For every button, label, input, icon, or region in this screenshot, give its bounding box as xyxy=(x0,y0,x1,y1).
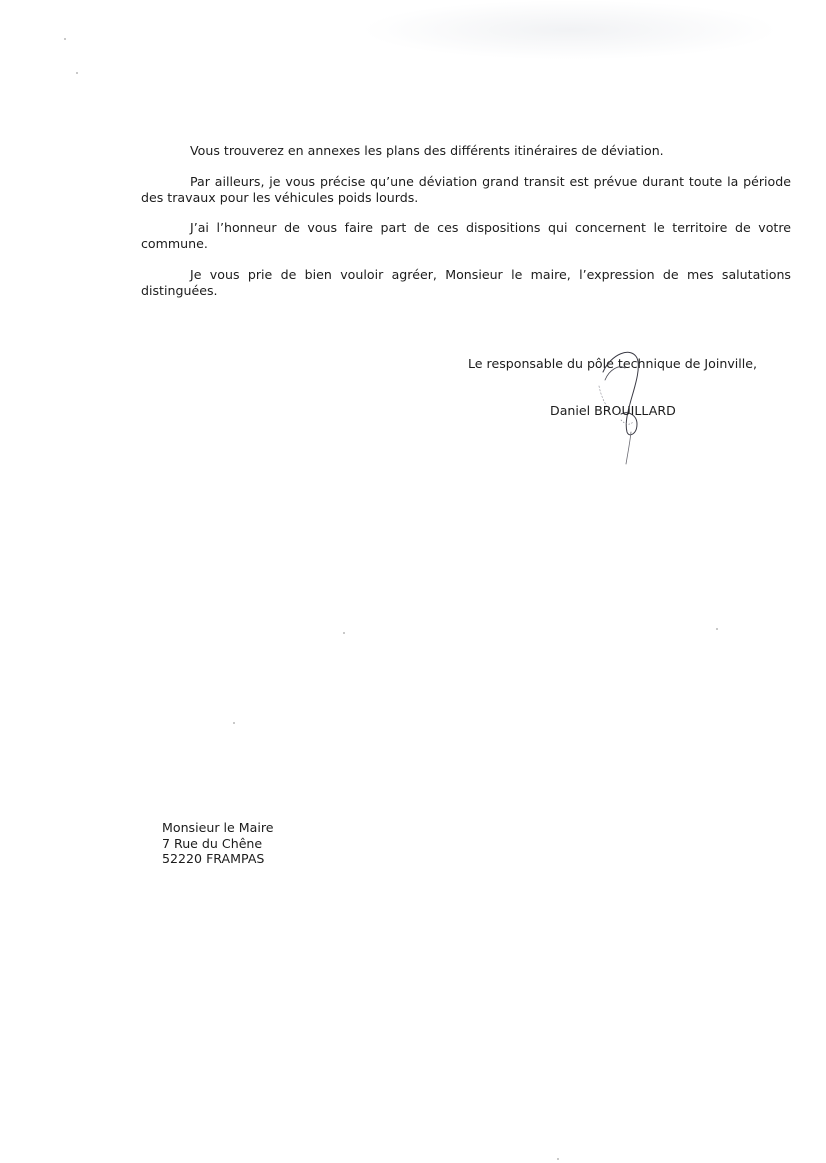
paragraph-salutations: Je vous prie de bien vouloir agréer, Monsieur le maire, l’expression de mes salutations distinguées. xyxy=(141,267,791,298)
recipient-name: Monsieur le Maire xyxy=(162,820,274,835)
scan-speck xyxy=(233,722,235,724)
closing-title: Le responsable du pôle technique de Joinville, xyxy=(468,356,758,371)
recipient-city: 52220 FRAMPAS xyxy=(162,851,265,866)
paragraph-deviation: Par ailleurs, je vous précise qu’une déviation grand transit est prévue durant toute la période des travaux pour les véhicules poids lourds. xyxy=(141,174,791,205)
scan-speck xyxy=(64,38,66,40)
signer-name: Daniel BROUILLARD xyxy=(550,403,676,418)
recipient-street: 7 Rue du Chêne xyxy=(162,835,263,851)
scan-speck xyxy=(76,72,78,74)
scan-speck xyxy=(343,632,345,634)
scan-shading xyxy=(360,0,780,60)
recipient-address xyxy=(162,820,274,867)
paragraph-dispositions: J’ai l’honneur de vous faire part de ces dispositions qui concernent le territoire de votre commune. xyxy=(141,220,791,251)
paragraph-annexes: Vous trouverez en annexes les plans des différents itinéraires de déviation. xyxy=(190,143,664,158)
scan-speck xyxy=(716,628,718,630)
scan-speck xyxy=(557,1158,559,1160)
